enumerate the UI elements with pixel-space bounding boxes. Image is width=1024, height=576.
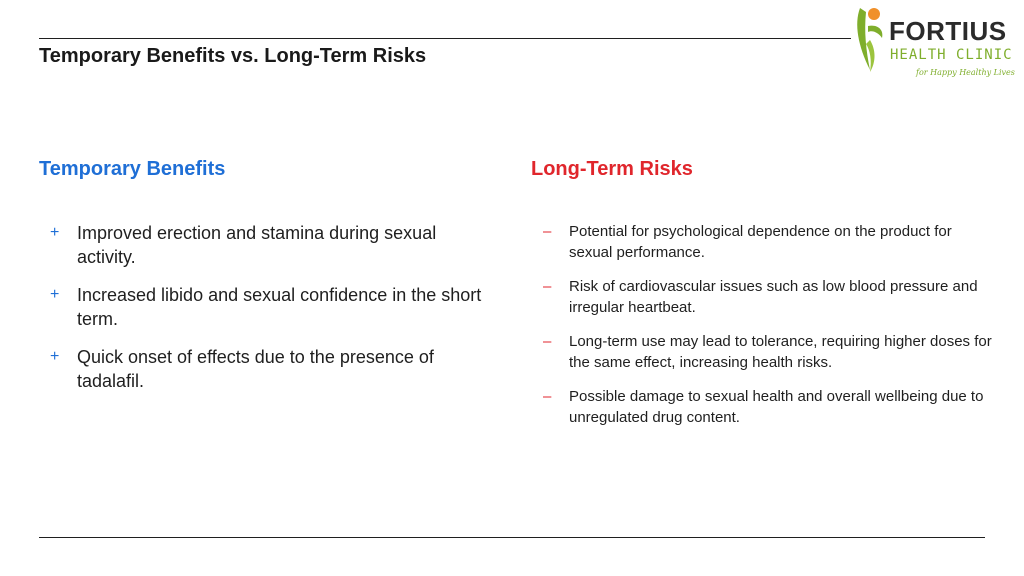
logo-wordmark: FORTIUS (889, 16, 1007, 46)
logo-tagline: for Happy Healthy Lives (916, 68, 1015, 77)
plus-icon: + (50, 286, 60, 303)
clinic-logo (852, 4, 1024, 84)
list-item (543, 386, 993, 428)
figure-leaf-icon (852, 4, 888, 76)
dash-icon: – (543, 278, 552, 295)
list-item (543, 331, 993, 373)
benefits-heading: Temporary Benefits (39, 158, 226, 180)
dash-icon: – (543, 388, 552, 405)
list-item (50, 283, 490, 331)
list-item (543, 221, 993, 263)
benefit-text: Improved erection and stamina during sexual activity. (77, 223, 437, 267)
list-item (50, 221, 490, 269)
risk-text: Possible damage to sexual health and overall wellbeing due to unregulated drug content. (569, 388, 984, 426)
risk-text: Long-term use may lead to tolerance, requiring higher doses for the same effect, increasing health risks. (569, 333, 992, 371)
risk-text: Potential for psychological dependence on the product for sexual performance. (569, 223, 952, 261)
risks-heading: Long-Term Risks (531, 158, 693, 180)
dash-icon: – (543, 223, 552, 240)
benefit-text: Increased libido and sexual confidence in the short term. (77, 285, 482, 329)
plus-icon: + (50, 224, 60, 241)
benefit-text: Quick onset of effects due to the presence of tadalafil. (77, 347, 434, 391)
list-item (543, 276, 993, 318)
list-item (50, 345, 490, 393)
plus-icon: + (50, 348, 60, 365)
risk-text: Risk of cardiovascular issues such as low blood pressure and irregular heartbeat. (569, 278, 978, 316)
page-title: Temporary Benefits vs. Long-Term Risks (39, 45, 427, 67)
benefits-list (50, 221, 490, 407)
risks-list (543, 221, 993, 441)
logo-subtitle: HEALTH CLINIC (890, 47, 1013, 63)
bottom-divider (39, 537, 985, 538)
dash-icon: – (543, 333, 552, 350)
top-divider (39, 38, 851, 39)
